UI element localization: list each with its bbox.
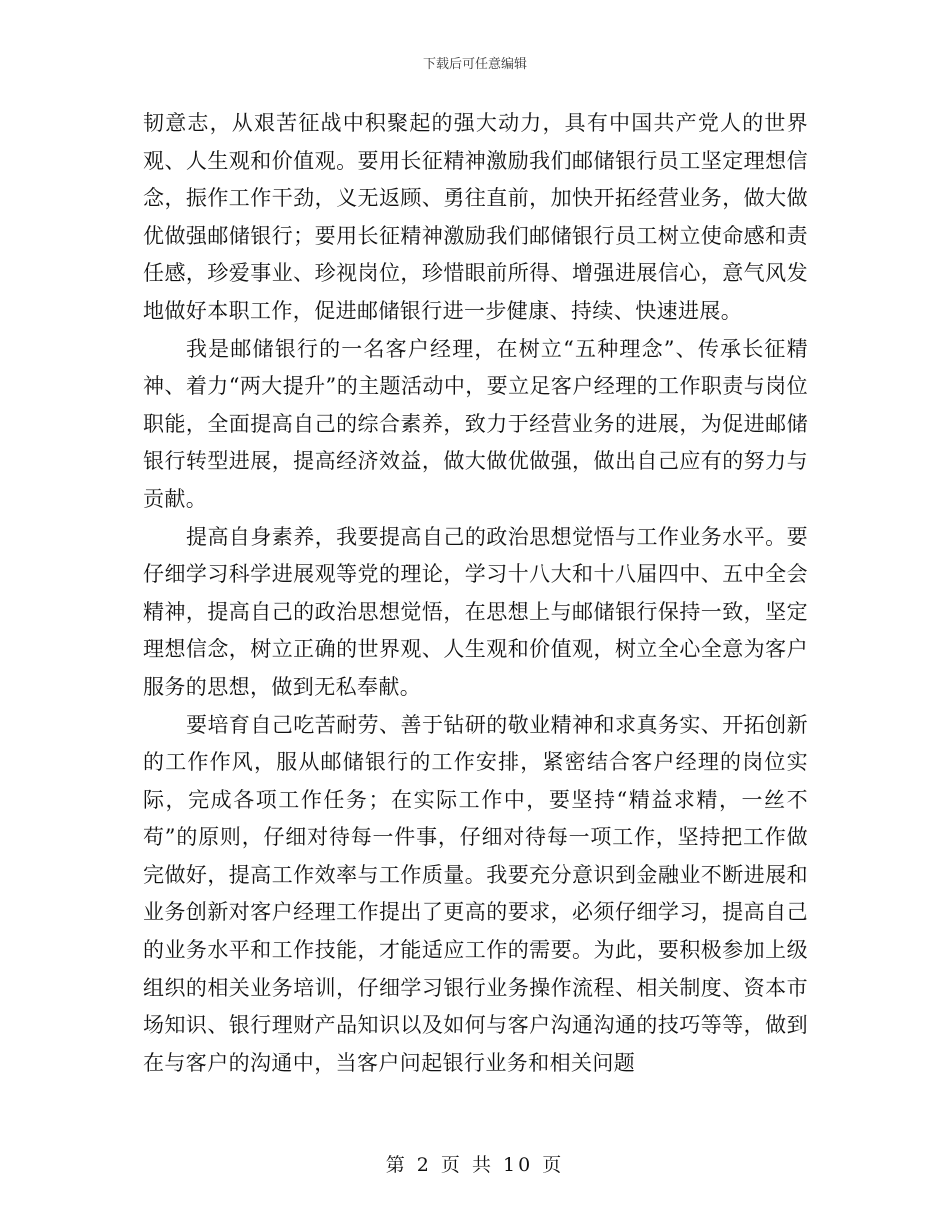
paragraph-customer-manager: 我是邮储银行的一名客户经理，在树立“五种理念”、传承长征精神、着力“两大提升”的主题活动中，要立足客户经理的工作职责与岗位职能，全面提高自己的综合素养，致力于经营业务的进展，为促进邮储银行转型进展，提高经济效益，做大做优做强，做出自己应有的努力与贡献。 — [143, 336, 808, 511]
paragraph-self-improvement: 提高自身素养，我要提高自己的政治思想觉悟与工作业务水平。要仔细学习科学进展观等党的理论，学习十八大和十八届四中、五中全会精神，提高自己的政治思想觉悟，在思想上与邮储银行保持一致，坚定理想信念，树立正确的世界观、人生观和价值观，树立全心全意为客户服务的思想，做到无私奉献。 — [143, 524, 808, 699]
page-header: 下载后可任意编辑 — [422, 57, 527, 72]
paragraph-continued: 韧意志，从艰苦征战中积聚起的强大动力，具有中国共产党人的世界观、人生观和价值观。要用长征精神激励我们邮储银行员工坚定理想信念，振作工作干劲，义无返顾、勇往直前，加快开拓经营业务，做大做优做强邮储银行；要用长征精神激励我们邮储银行员工树立使命感和责任感，珍爱事业、珍视岗位，珍惜眼前所得、增强进展信心，意气风发地做好本职工作，促进邮储银行进一步健康、持续、快速进展。 — [143, 111, 808, 323]
paragraph-work-style: 要培育自己吃苦耐劳、善于钻研的敬业精神和求真务实、开拓创新的工作作风，服从邮储银行的工作安排，紧密结合客户经理的岗位实际，完成各项工作任务；在实际工作中，要坚持“精益求精，一丝不苟”的原则，仔细对待每一件事，仔细对待每一项工作，坚持把工作做完做好，提高工作效率与工作质量。我要充分意识到金融业不断进展和业务创新对客户经理工作提出了更高的要求，必须仔细学习，提高自己的业务水平和工作技能，才能适应工作的需要。为此，要积极参加上级组织的相关业务培训，仔细学习银行业务操作流程、相关制度、资本市场知识、银行理财产品知识以及如何与客户沟通沟通的技巧等等，做到在与客户的沟通中，当客户问起银行业务和相关问题 — [143, 712, 808, 1075]
page-number-footer: 第 2 页 共 10 页 — [385, 1154, 565, 1176]
document-body — [143, 105, 808, 1082]
